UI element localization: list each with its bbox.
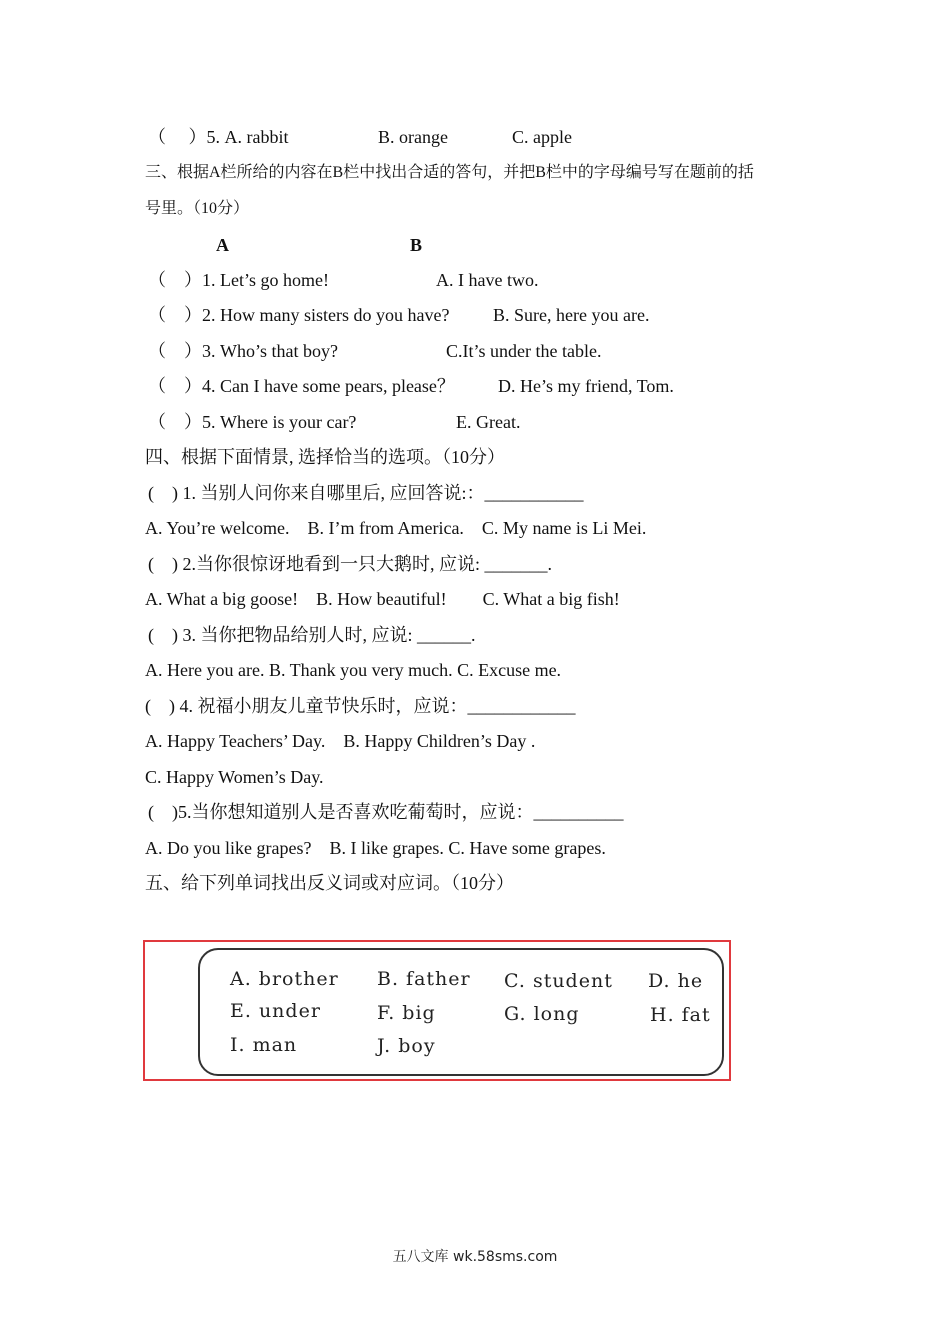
match-answer-a: A. I have two. xyxy=(436,270,539,290)
situation-question-5: ( )5.当你想知道别人是否喜欢吃葡萄时，应说：__________ xyxy=(148,802,624,822)
option-c-apple: C. apple xyxy=(512,127,572,147)
match-question-1: （ ）1. Let’s go home! xyxy=(148,270,329,290)
situation-options-3: A. Here you are. B. Thank you very much. C. Excuse me. xyxy=(145,660,562,680)
word-h: H. fat xyxy=(650,1004,711,1026)
situation-options-2: A. What a big goose! B. How beautiful! C. What a big fish! xyxy=(145,589,620,609)
word-g: G. long xyxy=(504,1003,580,1025)
situation-options-4-c: C. Happy Women’s Day. xyxy=(145,767,324,787)
word-d: D. he xyxy=(648,970,704,992)
question-5-prefix: （ ）5. A. rabbit xyxy=(148,127,289,147)
page-footer-watermark: 五八文库 wk.58sms.com xyxy=(392,1249,558,1265)
situation-options-5: A. Do you like grapes? B. I like grapes. C. Have some grapes. xyxy=(145,838,606,858)
option-b-orange: B. orange xyxy=(378,127,448,147)
match-question-4: （ ）4. Can I have some pears, please？ xyxy=(148,376,455,396)
section3-heading-line1: 三、根据A栏所给的内容在B栏中找出合适的答句，并把B栏中的字母编号写在题前的括 xyxy=(145,164,754,181)
column-b-label: B xyxy=(410,235,423,255)
word-j: J. boy xyxy=(377,1035,436,1057)
word-c: C. student xyxy=(504,970,613,992)
word-a: A. brother xyxy=(230,968,339,990)
column-a-label: A xyxy=(216,235,229,255)
situation-question-1: ( ) 1. 当别人问你来自哪里后, 应回答说:：___________ xyxy=(148,483,584,503)
word-i: I. man xyxy=(230,1034,298,1056)
situation-options-4: A. Happy Teachers’ Day. B. Happy Children’s Day . xyxy=(145,731,536,751)
situation-question-4: ( ) 4. 祝福小朋友儿童节快乐时，应说：____________ xyxy=(145,696,576,716)
section5-heading: 五、给下列单词找出反义词或对应词。（10分） xyxy=(145,873,514,893)
word-b: B. father xyxy=(377,968,471,990)
word-f: F. big xyxy=(377,1002,436,1024)
match-question-3: （ ）3. Who’s that boy? xyxy=(148,341,338,361)
situation-question-3: ( ) 3. 当你把物品给别人时, 应说: ______. xyxy=(148,625,476,645)
match-question-5: （ ）5. Where is your car? xyxy=(148,412,357,432)
situation-options-1: A. You’re welcome. B. I’m from America. C. My name is Li Mei. xyxy=(145,518,647,538)
match-question-2: （ ）2. How many sisters do you have? xyxy=(148,305,450,325)
match-answer-e: E. Great. xyxy=(456,412,521,432)
section3-heading-line2: 号里。（10分） xyxy=(145,200,250,217)
word-e: E. under xyxy=(230,1000,321,1022)
section4-heading: 四、根据下面情景, 选择恰当的选项。（10分） xyxy=(145,447,505,467)
match-answer-c: C.It’s under the table. xyxy=(446,341,602,361)
situation-question-2: ( ) 2.当你很惊讶地看到一只大鹅时, 应说: _______. xyxy=(148,554,552,574)
match-answer-d: D. He’s my friend, Tom. xyxy=(498,376,674,396)
match-answer-b: B. Sure, here you are. xyxy=(493,305,650,325)
